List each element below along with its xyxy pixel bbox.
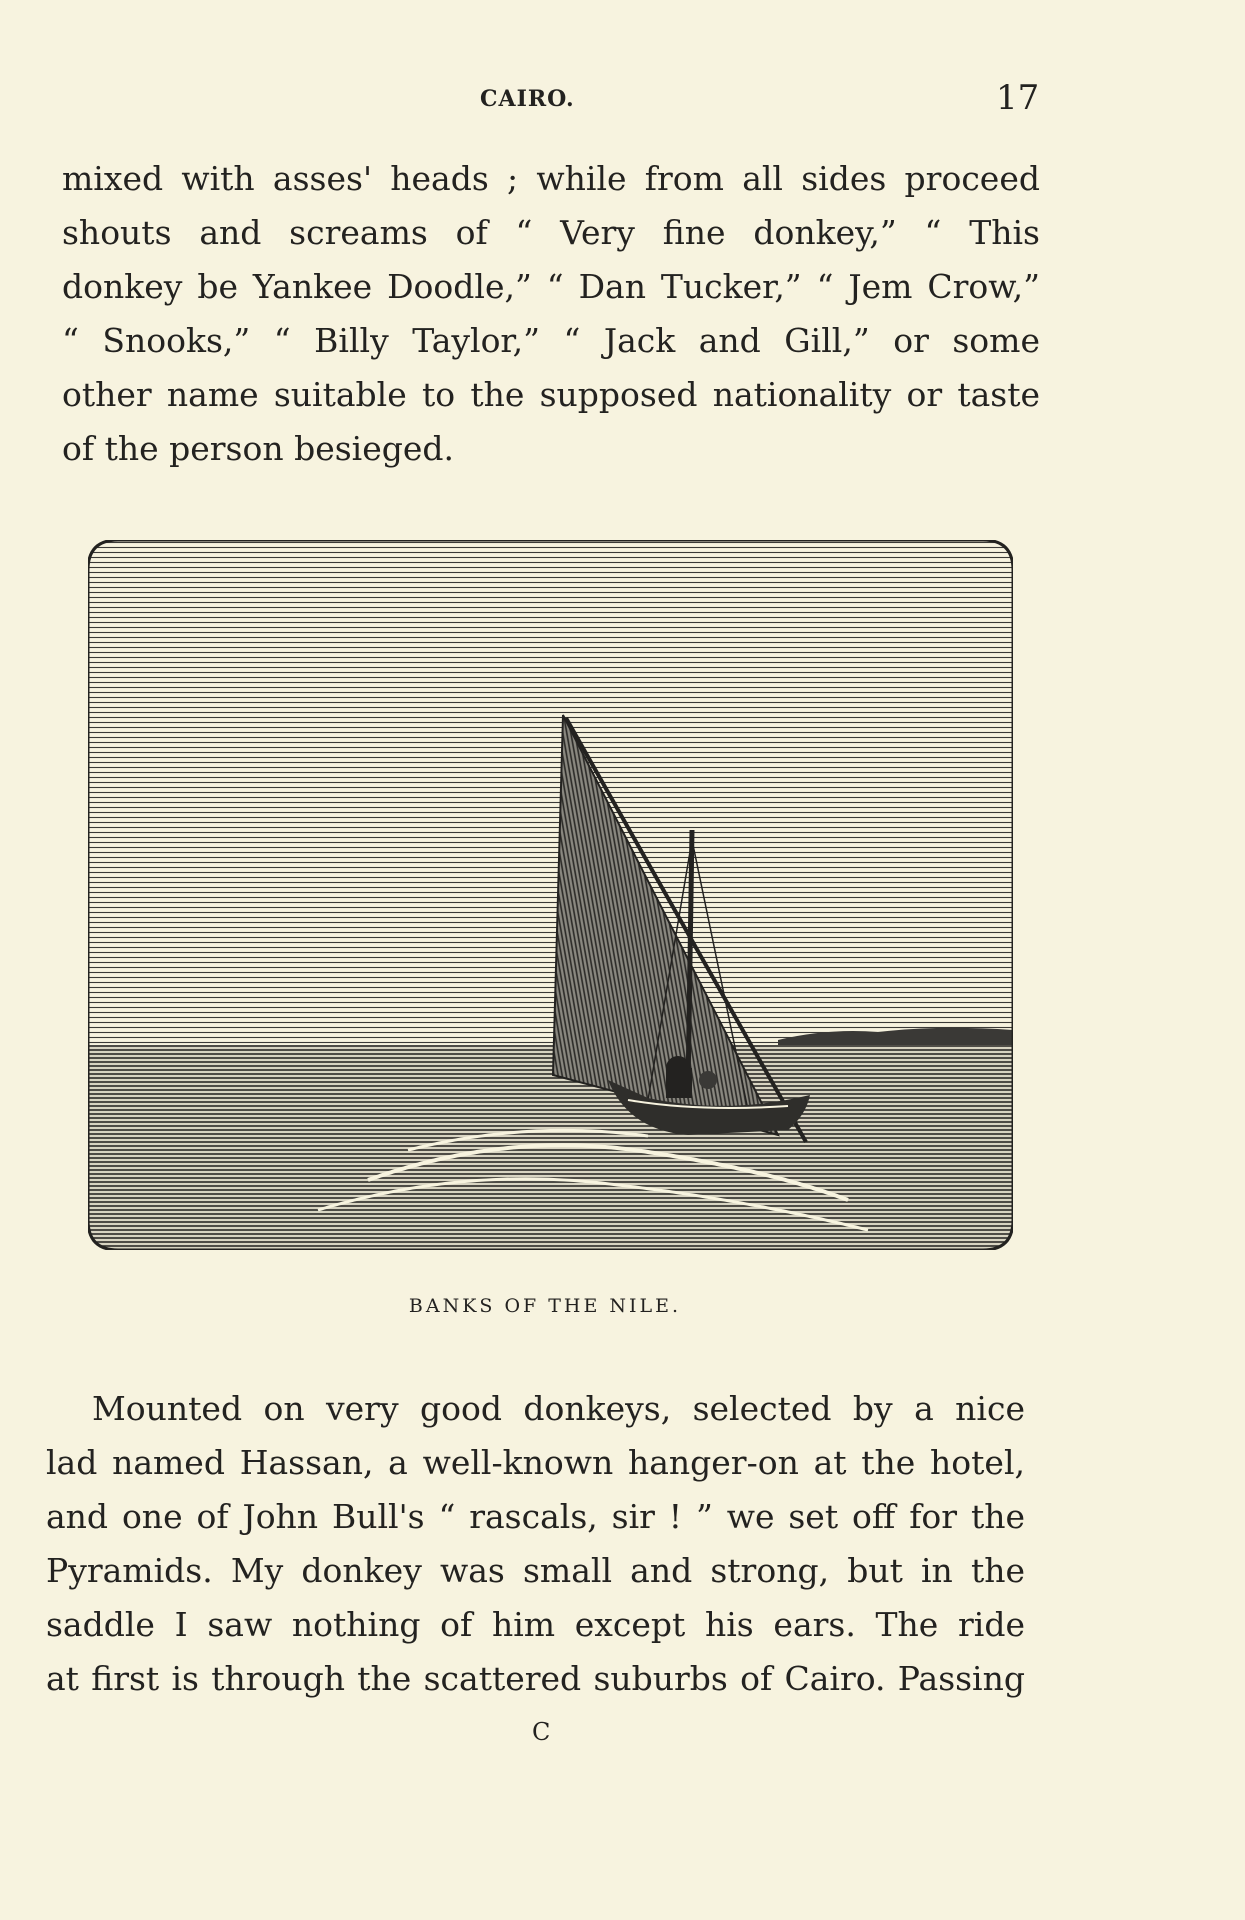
text-line: at first is through the scattered suburbs of Cairo. Passing <box>46 1659 1025 1698</box>
signature-mark: C <box>532 1718 551 1746</box>
text-line: shouts and screams of “ Very fine donkey,” “ This <box>62 213 1040 252</box>
paragraph-top <box>62 152 1040 476</box>
text-line: other name suitable to the supposed nationality or taste <box>62 375 1040 414</box>
page-number: 17 <box>996 78 1040 118</box>
text-line: saddle I saw nothing of him except his ears. The ride <box>46 1605 1025 1644</box>
text-line: Pyramids. My donkey was small and strong, but in the <box>46 1551 1025 1590</box>
text-line: donkey be Yankee Doodle,” “ Dan Tucker,” “ Jem Crow,” <box>62 267 1040 306</box>
page-header <box>0 78 1245 128</box>
text-line: Mounted on very good donkeys, selected by a nice <box>92 1389 1025 1428</box>
text-line: “ Snooks,” “ Billy Taylor,” “ Jack and Gill,” or some <box>62 321 1040 360</box>
paragraph-bottom <box>46 1382 1025 1706</box>
text-line: and one of John Bull's “ rascals, sir ! ” we set off for the <box>46 1497 1025 1536</box>
text-line: of the person besieged. <box>62 429 455 468</box>
running-head: CAIRO. <box>480 86 575 112</box>
text-line: lad named Hassan, a well-known hanger-on at the hotel, <box>46 1443 1025 1482</box>
figure-caption: BANKS OF THE NILE. <box>408 1295 682 1317</box>
text-line: mixed with asses' heads ; while from all sides proceed <box>62 159 1040 198</box>
sailboat-engraving-icon <box>88 540 1013 1250</box>
